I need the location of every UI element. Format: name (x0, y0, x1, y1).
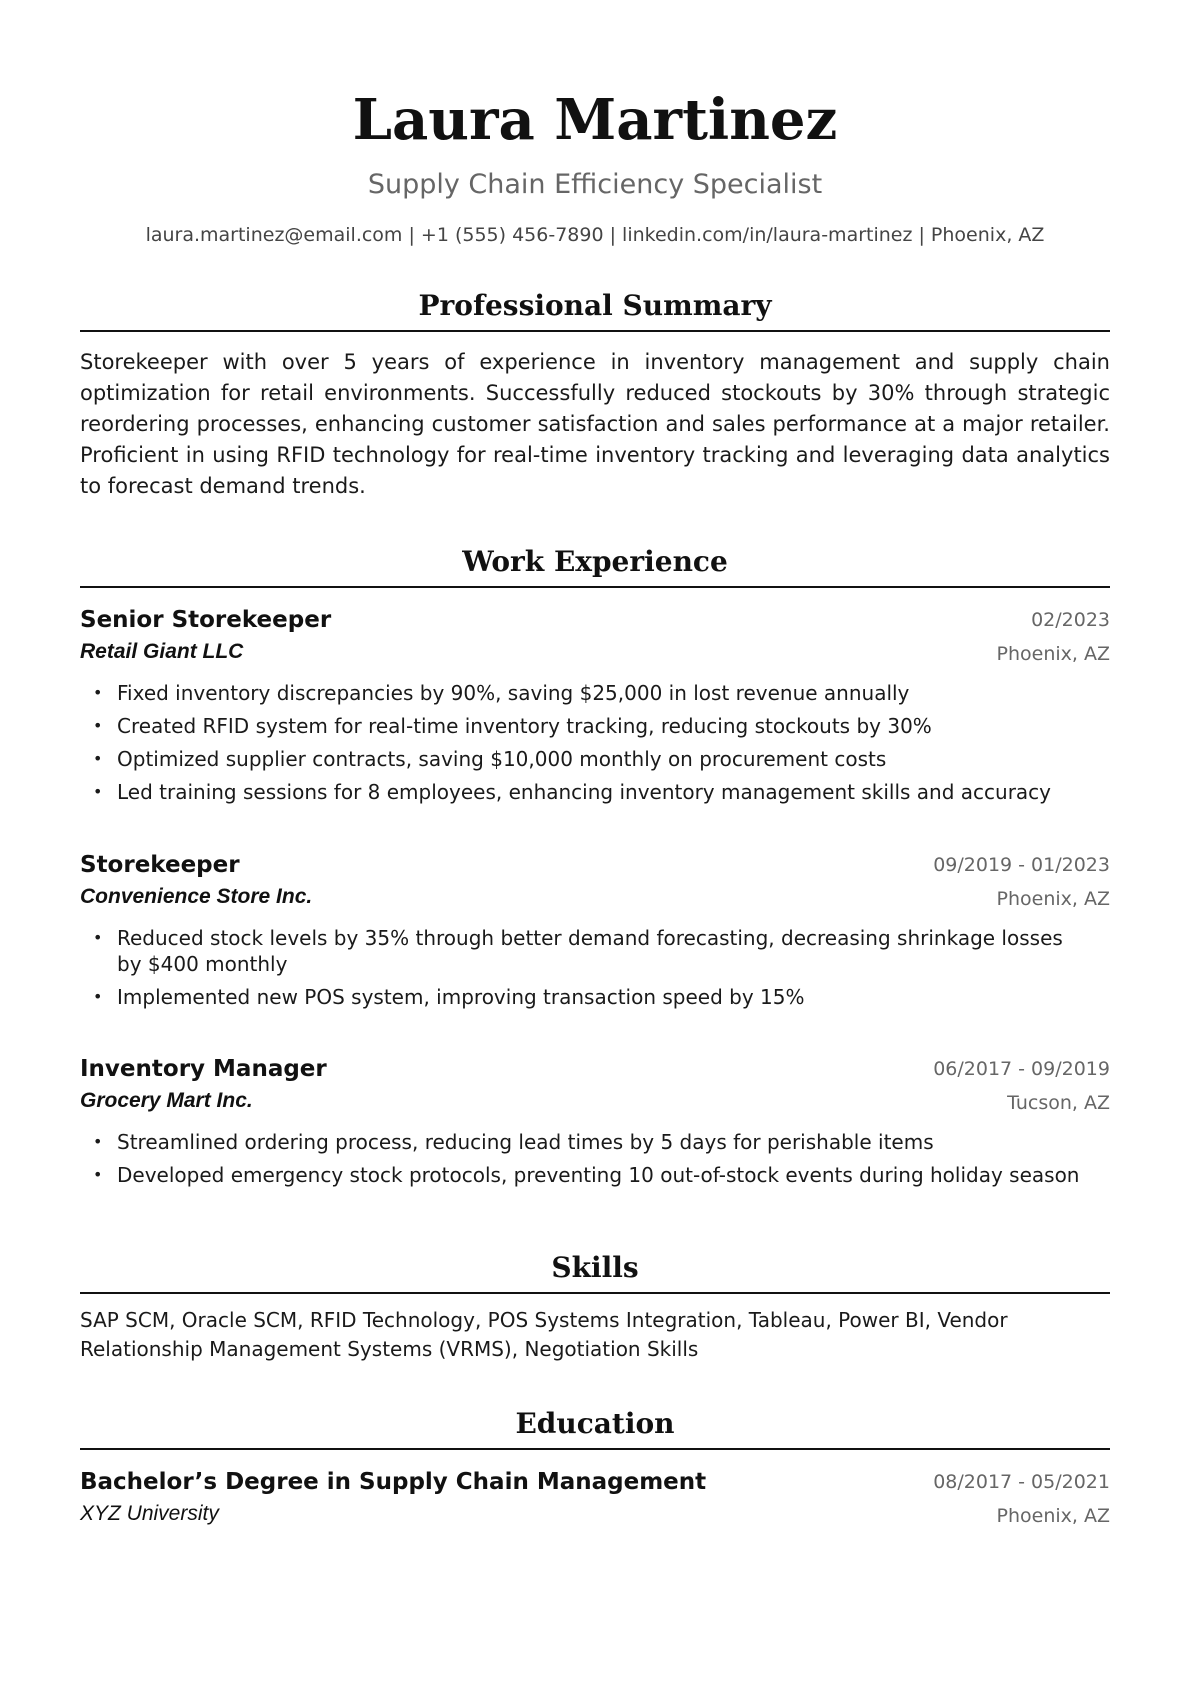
school-name: XYZ University (80, 1502, 219, 1525)
experience-heading: Work Experience (80, 544, 1110, 588)
job-title: Inventory Manager (80, 1056, 327, 1082)
list-item: • Streamlined ordering process, reducing lead times by 5 days for perishable items (80, 1129, 1110, 1155)
list-item: • Created RFID system for real-time inventory tracking, reducing stockouts by 30% (80, 713, 1110, 739)
candidate-name: Laura Martinez (352, 87, 838, 153)
job-company: Retail Giant LLC (80, 640, 244, 663)
job-date: 09/2019 - 01/2023 (933, 854, 1110, 876)
list-item: • Fixed inventory discrepancies by 90%, saving $25,000 in lost revenue annually (80, 680, 1110, 706)
job-bullets (80, 925, 1110, 1010)
job-bullets (80, 680, 1110, 805)
list-item: • Implemented new POS system, improving transaction speed by 15% (80, 984, 1110, 1010)
summary-heading: Professional Summary (80, 288, 1110, 332)
job-title: Senior Storekeeper (80, 607, 332, 633)
job-location: Phoenix, AZ (996, 888, 1110, 910)
job-title: Storekeeper (80, 852, 240, 878)
education-entry (80, 1466, 1110, 1532)
job-date: 06/2017 - 09/2019 (933, 1058, 1110, 1080)
job-location: Phoenix, AZ (996, 643, 1110, 665)
job-location: Tucson, AZ (1007, 1092, 1110, 1114)
contact-line: laura.martinez@email.com | +1 (555) 456-7890 | linkedin.com/in/laura-martinez | Phoenix, AZ (145, 224, 1045, 246)
summary-text: Storekeeper with over 5 years of experience in inventory management and supply chain optimization for retail environments. Successfully reduced stockouts by 30% through strategic reordering processes, enhancing customer satisfaction and sales performance at a major retailer. Proficient in using RFID technology for real-time inventory tracking and leveraging data analytics to forecast demand trends. (80, 350, 1110, 498)
job-bullets (80, 1129, 1110, 1188)
education-date: 08/2017 - 05/2021 (933, 1471, 1110, 1493)
education-location: Phoenix, AZ (996, 1505, 1110, 1527)
candidate-title: Supply Chain Efficiency Specialist (367, 169, 823, 200)
job-entry (80, 604, 1110, 812)
job-entry (80, 1053, 1110, 1195)
skills-heading: Skills (80, 1250, 1110, 1294)
job-entry (80, 849, 1110, 1017)
job-company: Convenience Store Inc. (80, 885, 313, 908)
list-item: • Optimized supplier contracts, saving $10,000 monthly on procurement costs (80, 746, 1110, 772)
list-item: • Developed emergency stock protocols, preventing 10 out-of-stock events during holiday season (80, 1162, 1110, 1188)
list-item: • Reduced stock levels by 35% through better demand forecasting, decreasing shrinkage losses by $400 monthly (80, 925, 1110, 977)
list-item: • Led training sessions for 8 employees, enhancing inventory management skills and accuracy (80, 779, 1110, 805)
degree-title: Bachelor’s Degree in Supply Chain Management (80, 1469, 707, 1495)
education-heading: Education (80, 1406, 1110, 1450)
skills-text: SAP SCM, Oracle SCM, RFID Technology, POS Systems Integration, Tableau, Power BI, Vendor Relationship Management Systems (VRMS), Negotiation Skills (80, 1308, 1008, 1361)
job-date: 02/2023 (1031, 609, 1110, 631)
job-company: Grocery Mart Inc. (80, 1089, 253, 1112)
